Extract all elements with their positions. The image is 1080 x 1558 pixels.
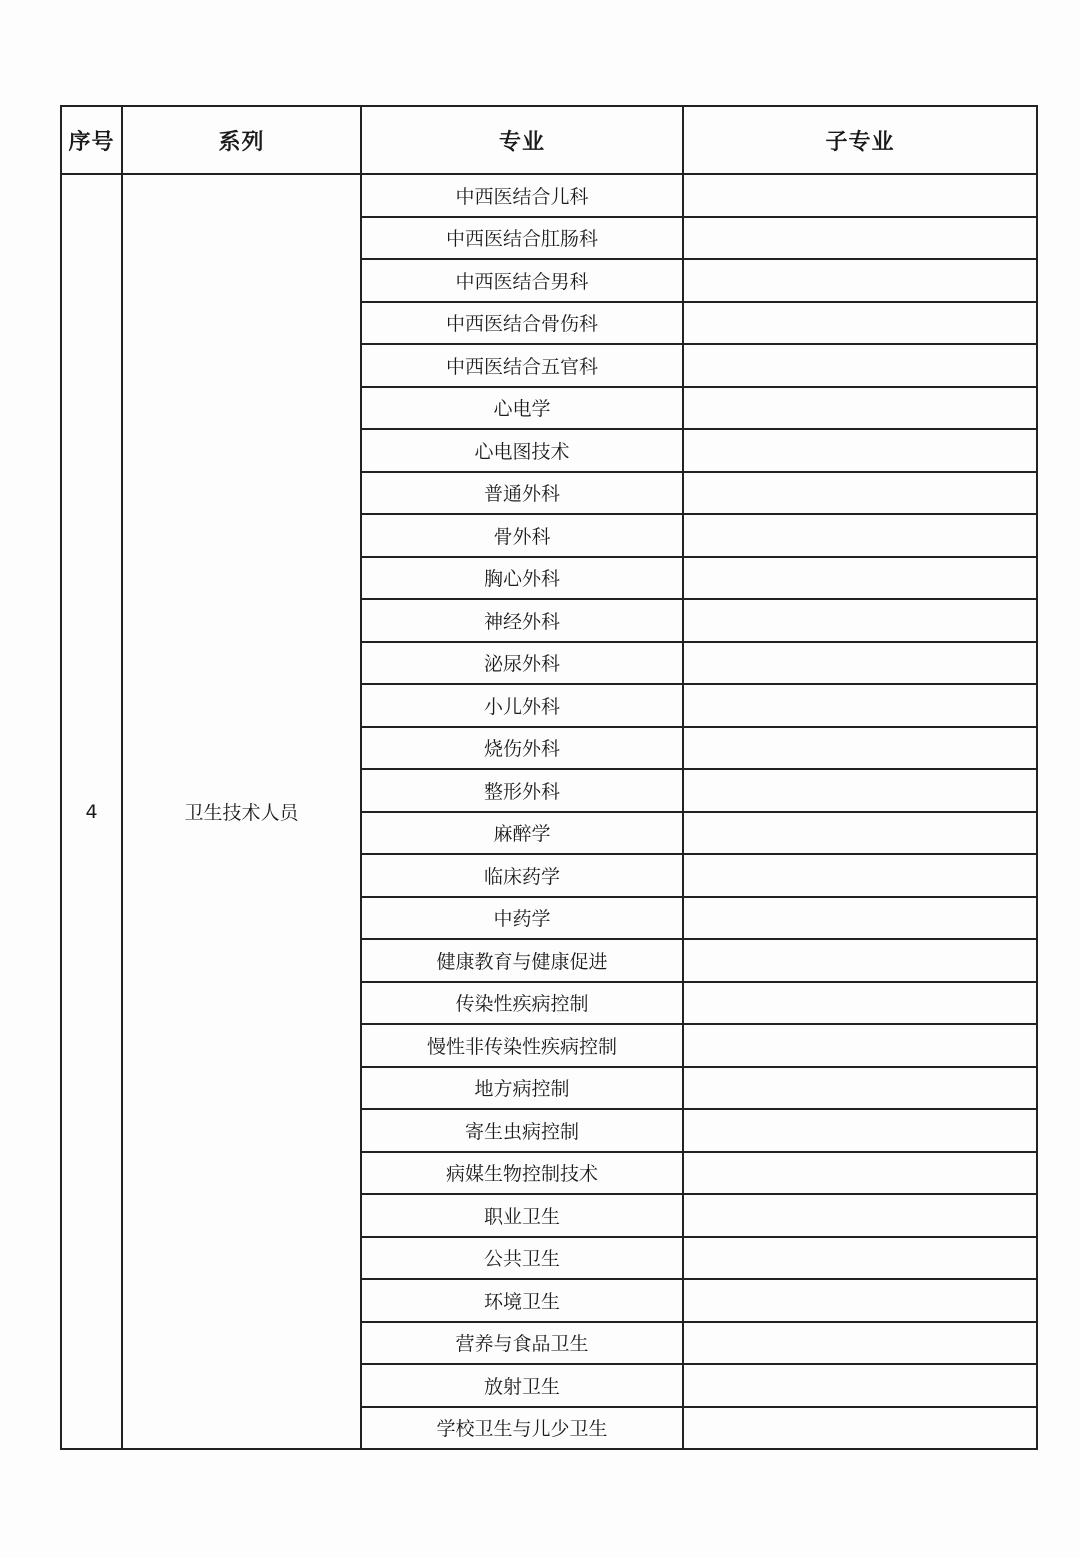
major-catalog-table <box>60 105 1038 1450</box>
major-cell: 整形外科 <box>361 769 683 812</box>
table-header <box>61 106 1037 174</box>
sub-major-cell <box>683 1279 1037 1322</box>
major-cell: 神经外科 <box>361 599 683 642</box>
major-cell: 病媒生物控制技术 <box>361 1152 683 1195</box>
major-cell: 寄生虫病控制 <box>361 1109 683 1152</box>
major-cell: 小儿外科 <box>361 684 683 727</box>
major-cell: 健康教育与健康促进 <box>361 939 683 982</box>
major-cell: 中西医结合肛肠科 <box>361 217 683 260</box>
major-cell: 慢性非传染性疾病控制 <box>361 1024 683 1067</box>
header-series: 系列 <box>122 106 361 174</box>
major-cell: 中西医结合五官科 <box>361 344 683 387</box>
sub-major-cell <box>683 1322 1037 1365</box>
sub-major-cell <box>683 1109 1037 1152</box>
sub-major-cell <box>683 599 1037 642</box>
major-cell: 心电图技术 <box>361 429 683 472</box>
major-cell: 地方病控制 <box>361 1067 683 1110</box>
sub-major-cell <box>683 557 1037 600</box>
major-cell: 职业卫生 <box>361 1194 683 1237</box>
major-cell: 泌尿外科 <box>361 642 683 685</box>
sub-major-cell <box>683 259 1037 302</box>
sub-major-cell <box>683 429 1037 472</box>
sub-major-cell <box>683 642 1037 685</box>
sub-major-cell <box>683 897 1037 940</box>
header-no: 序号 <box>61 106 122 174</box>
sub-major-cell <box>683 302 1037 345</box>
major-cell: 骨外科 <box>361 514 683 557</box>
sub-major-cell <box>683 1152 1037 1195</box>
sub-major-cell <box>683 769 1037 812</box>
sub-major-cell <box>683 812 1037 855</box>
sub-major-cell <box>683 1067 1037 1110</box>
major-cell: 中西医结合男科 <box>361 259 683 302</box>
header-major: 专业 <box>361 106 683 174</box>
major-cell: 公共卫生 <box>361 1237 683 1280</box>
table-row <box>61 174 1037 217</box>
major-cell: 营养与食品卫生 <box>361 1322 683 1365</box>
sub-major-cell <box>683 1237 1037 1280</box>
header-sub-major: 子专业 <box>683 106 1037 174</box>
sub-major-cell <box>683 684 1037 727</box>
sub-major-cell <box>683 982 1037 1025</box>
major-cell: 传染性疾病控制 <box>361 982 683 1025</box>
major-cell: 中西医结合儿科 <box>361 174 683 217</box>
sub-major-cell <box>683 1194 1037 1237</box>
sub-major-cell <box>683 387 1037 430</box>
sub-major-cell <box>683 344 1037 387</box>
sub-major-cell <box>683 514 1037 557</box>
header-row <box>61 106 1037 174</box>
sub-major-cell <box>683 1024 1037 1067</box>
major-cell: 中药学 <box>361 897 683 940</box>
sub-major-cell <box>683 1364 1037 1407</box>
sub-major-cell <box>683 939 1037 982</box>
major-cell: 环境卫生 <box>361 1279 683 1322</box>
major-cell: 普通外科 <box>361 472 683 515</box>
group-number: 4 <box>61 174 122 1449</box>
table-body <box>61 174 1037 1449</box>
major-cell: 胸心外科 <box>361 557 683 600</box>
sub-major-cell <box>683 217 1037 260</box>
group-series: 卫生技术人员 <box>122 174 361 1449</box>
major-cell: 麻醉学 <box>361 812 683 855</box>
sub-major-cell <box>683 174 1037 217</box>
sub-major-cell <box>683 472 1037 515</box>
major-cell: 烧伤外科 <box>361 727 683 770</box>
major-cell: 中西医结合骨伤科 <box>361 302 683 345</box>
sub-major-cell <box>683 1407 1037 1450</box>
major-cell: 放射卫生 <box>361 1364 683 1407</box>
major-cell: 临床药学 <box>361 854 683 897</box>
major-cell: 学校卫生与儿少卫生 <box>361 1407 683 1450</box>
sub-major-cell <box>683 854 1037 897</box>
major-cell: 心电学 <box>361 387 683 430</box>
sub-major-cell <box>683 727 1037 770</box>
